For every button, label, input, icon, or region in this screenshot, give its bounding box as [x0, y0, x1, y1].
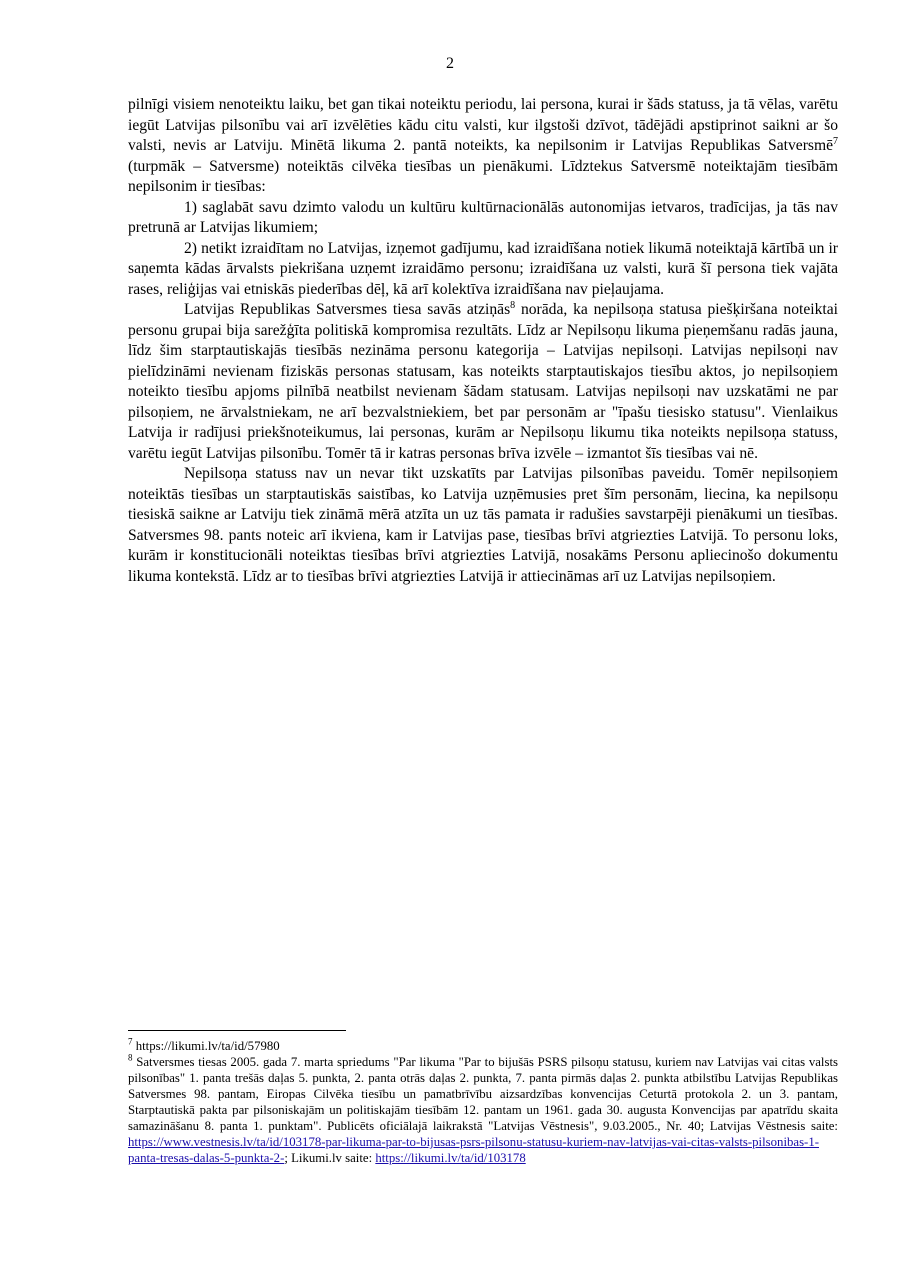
list-item-1: 1) saglabāt savu dzimto valodu un kultūru kultūrnacionālās autonomijas ietvaros, tradīcijas, ja tās nav pretrunā ar Latvijas likumiem; — [128, 198, 838, 236]
paragraph-1 — [128, 95, 838, 198]
footnote-8-separator-text: ; Likumi.lv saite: — [284, 1151, 376, 1165]
footnote-7-text: https://likumi.lv/ta/id/57980 — [132, 1039, 280, 1053]
paragraph-2-text-a: Latvijas Republikas Satversmes tiesa savās atziņās — [184, 301, 511, 318]
paragraph-2 — [128, 300, 838, 464]
paragraph-3: Nepilsoņa statuss nav un nevar tikt uzskatīts par Latvijas pilsonības paveidu. Tomēr nepilsoņiem noteiktās tiesības un starptautiskās saistības, ko Latvija uzņēmusies pret šīm personām, liecina, ka nepilsoņu tiesiskā saikne ar Latviju tiek zināmā mērā atzīta un uz tās pamata ir radušies savstarpēji pienākumi un tiesības. Satversmes 98. pants noteic arī ikviena, kam ir Latvijas pase, tiesības brīvi atgriezties Latvijā. To personu loks, kurām ir konstitucionāli noteiktas tiesības brīvi atgriezties Latvijā, nosakāms Personu apliecinošo dokumentu likuma kontekstā. Līdz ar to tiesības brīvi atgriezties Latvijā ir attiecināmas arī uz Latvijas nepilsoņiem. — [128, 465, 838, 585]
page-number: 2 — [446, 55, 454, 72]
footnote-ref-8[interactable]: 8 — [510, 299, 516, 311]
body-text — [128, 95, 838, 587]
footnotes — [128, 1038, 838, 1166]
likumi-link[interactable]: https://likumi.lv/ta/id/103178 — [375, 1151, 526, 1165]
footnote-7-number: 7 — [128, 1036, 133, 1047]
footnote-8-text: Satversmes tiesas 2005. gada 7. marta spriedums "Par likuma "Par to bijušās PSRS pilsoņu statusu, kuriem nav Latvijas vai citas valsts pilsonības" 1. panta trešās daļas 5. punkta, 2. panta otrās daļas 2. punkta, 7. panta pirmās daļas 2. punkta atbilstību Latvijas Republikas Satversmes 98. pantam, Eiropas Cilvēka tiesību un pamatbrīvību aizsardzības konvencijas Ceturtā protokola 2. un 3. pantam, Starptautiskā pakta par pilsoniskajām un politiskajām tiesībām 12. pantam un 1961. gada 30. augusta Konvencijas par apatrīdu skaita samazināšanu 8. panta 1. punktam". Publicēts oficiālajā laikrakstā "Latvijas Vēstnesis", 9.03.2005., Nr. 40; Latvijas Vēstnesis saite: — [128, 1055, 838, 1133]
footnote-separator — [128, 1030, 346, 1031]
paragraph-1-text-a: pilnīgi visiem nenoteiktu laiku, bet gan tikai noteiktu periodu, lai persona, kurai ir šāds statuss, ja tā vēlas, varētu iegūt Latvijas pilsonību vai arī izvēlēties kādu citu valsti, kur ilgstoši dzīvot, tādējādi apstiprinot saikni ar šo valsti, nevis ar Latviju. Minētā likuma 2. pantā noteikts, ka nepilsonim ir Latvijas Republikas Satversmē — [128, 96, 838, 154]
footnote-7 — [128, 1038, 838, 1054]
paragraph-1-text-b: (turpmāk – Satversme) noteiktās cilvēka tiesības un pienākumi. Līdztekus Satversmē noteiktajām tiesībām nepilsonim ir tiesības: — [128, 157, 838, 195]
paragraph-2-text-b: norāda, ka nepilsoņa statusa piešķiršana noteiktai personu grupai bija sarežģīta politiskā kompromisa rezultāts. Līdz ar Nepilsoņu likuma pieņemšanu radās jauna, līdz šim starptautiskajās tiesībās nezināma personu kategorija – Latvijas nepilsoņi. Latvijas nepilsoņi nav pielīdzināmi nevienam fiziskās personas statusam, kas noteikts starptautiskajos tiesību aktos, jo nepilsoņiem noteikto tiesību apjoms pilnībā neatbilst nevienam šādam statusam. Latvijas nepilsoņi nav uzskatāmi ne par pilsoņiem, ne ārvalstniekam, ne arī bezvalstniekiem, bet par personām ar "īpašu tiesisko statusu". Vienlaikus Latvija ir radījusi priekšnoteikumus, lai personas, kurām ar Nepilsoņu likumu tika noteikts nepilsoņa statuss, varētu iegūt Latvijas pilsonību. Tomēr tā ir katras personas brīva izvēle – izmantot šīs tiesības vai nē. — [128, 301, 838, 462]
vestnesis-link[interactable]: https://www.vestnesis.lv/ta/id/103178-par-likuma-par-to-bijusas-psrs-pilsonu-statusu-kuriem-nav-latvijas-vai-citas-valsts-pilsonibas-1-panta-tresas-dalas-5-punkta-2- — [128, 1135, 819, 1165]
list-item-2: 2) netikt izraidītam no Latvijas, izņemot gadījumu, kad izraidīšana notiek likumā noteiktajā kārtībā un ir saņemta kādas ārvalsts piekrišana uzņemt izraidāmo personu; izraidīšana uz valsti, kurā šī persona tiek vajāta rases, reliģijas vai etniskās piederības dēļ, kā arī kolektīva izraidīšana nav pieļaujama. — [128, 239, 838, 298]
footnote-ref-7[interactable]: 7 — [833, 135, 838, 147]
footnote-8-number: 8 — [128, 1052, 133, 1063]
footnote-8 — [128, 1054, 838, 1166]
